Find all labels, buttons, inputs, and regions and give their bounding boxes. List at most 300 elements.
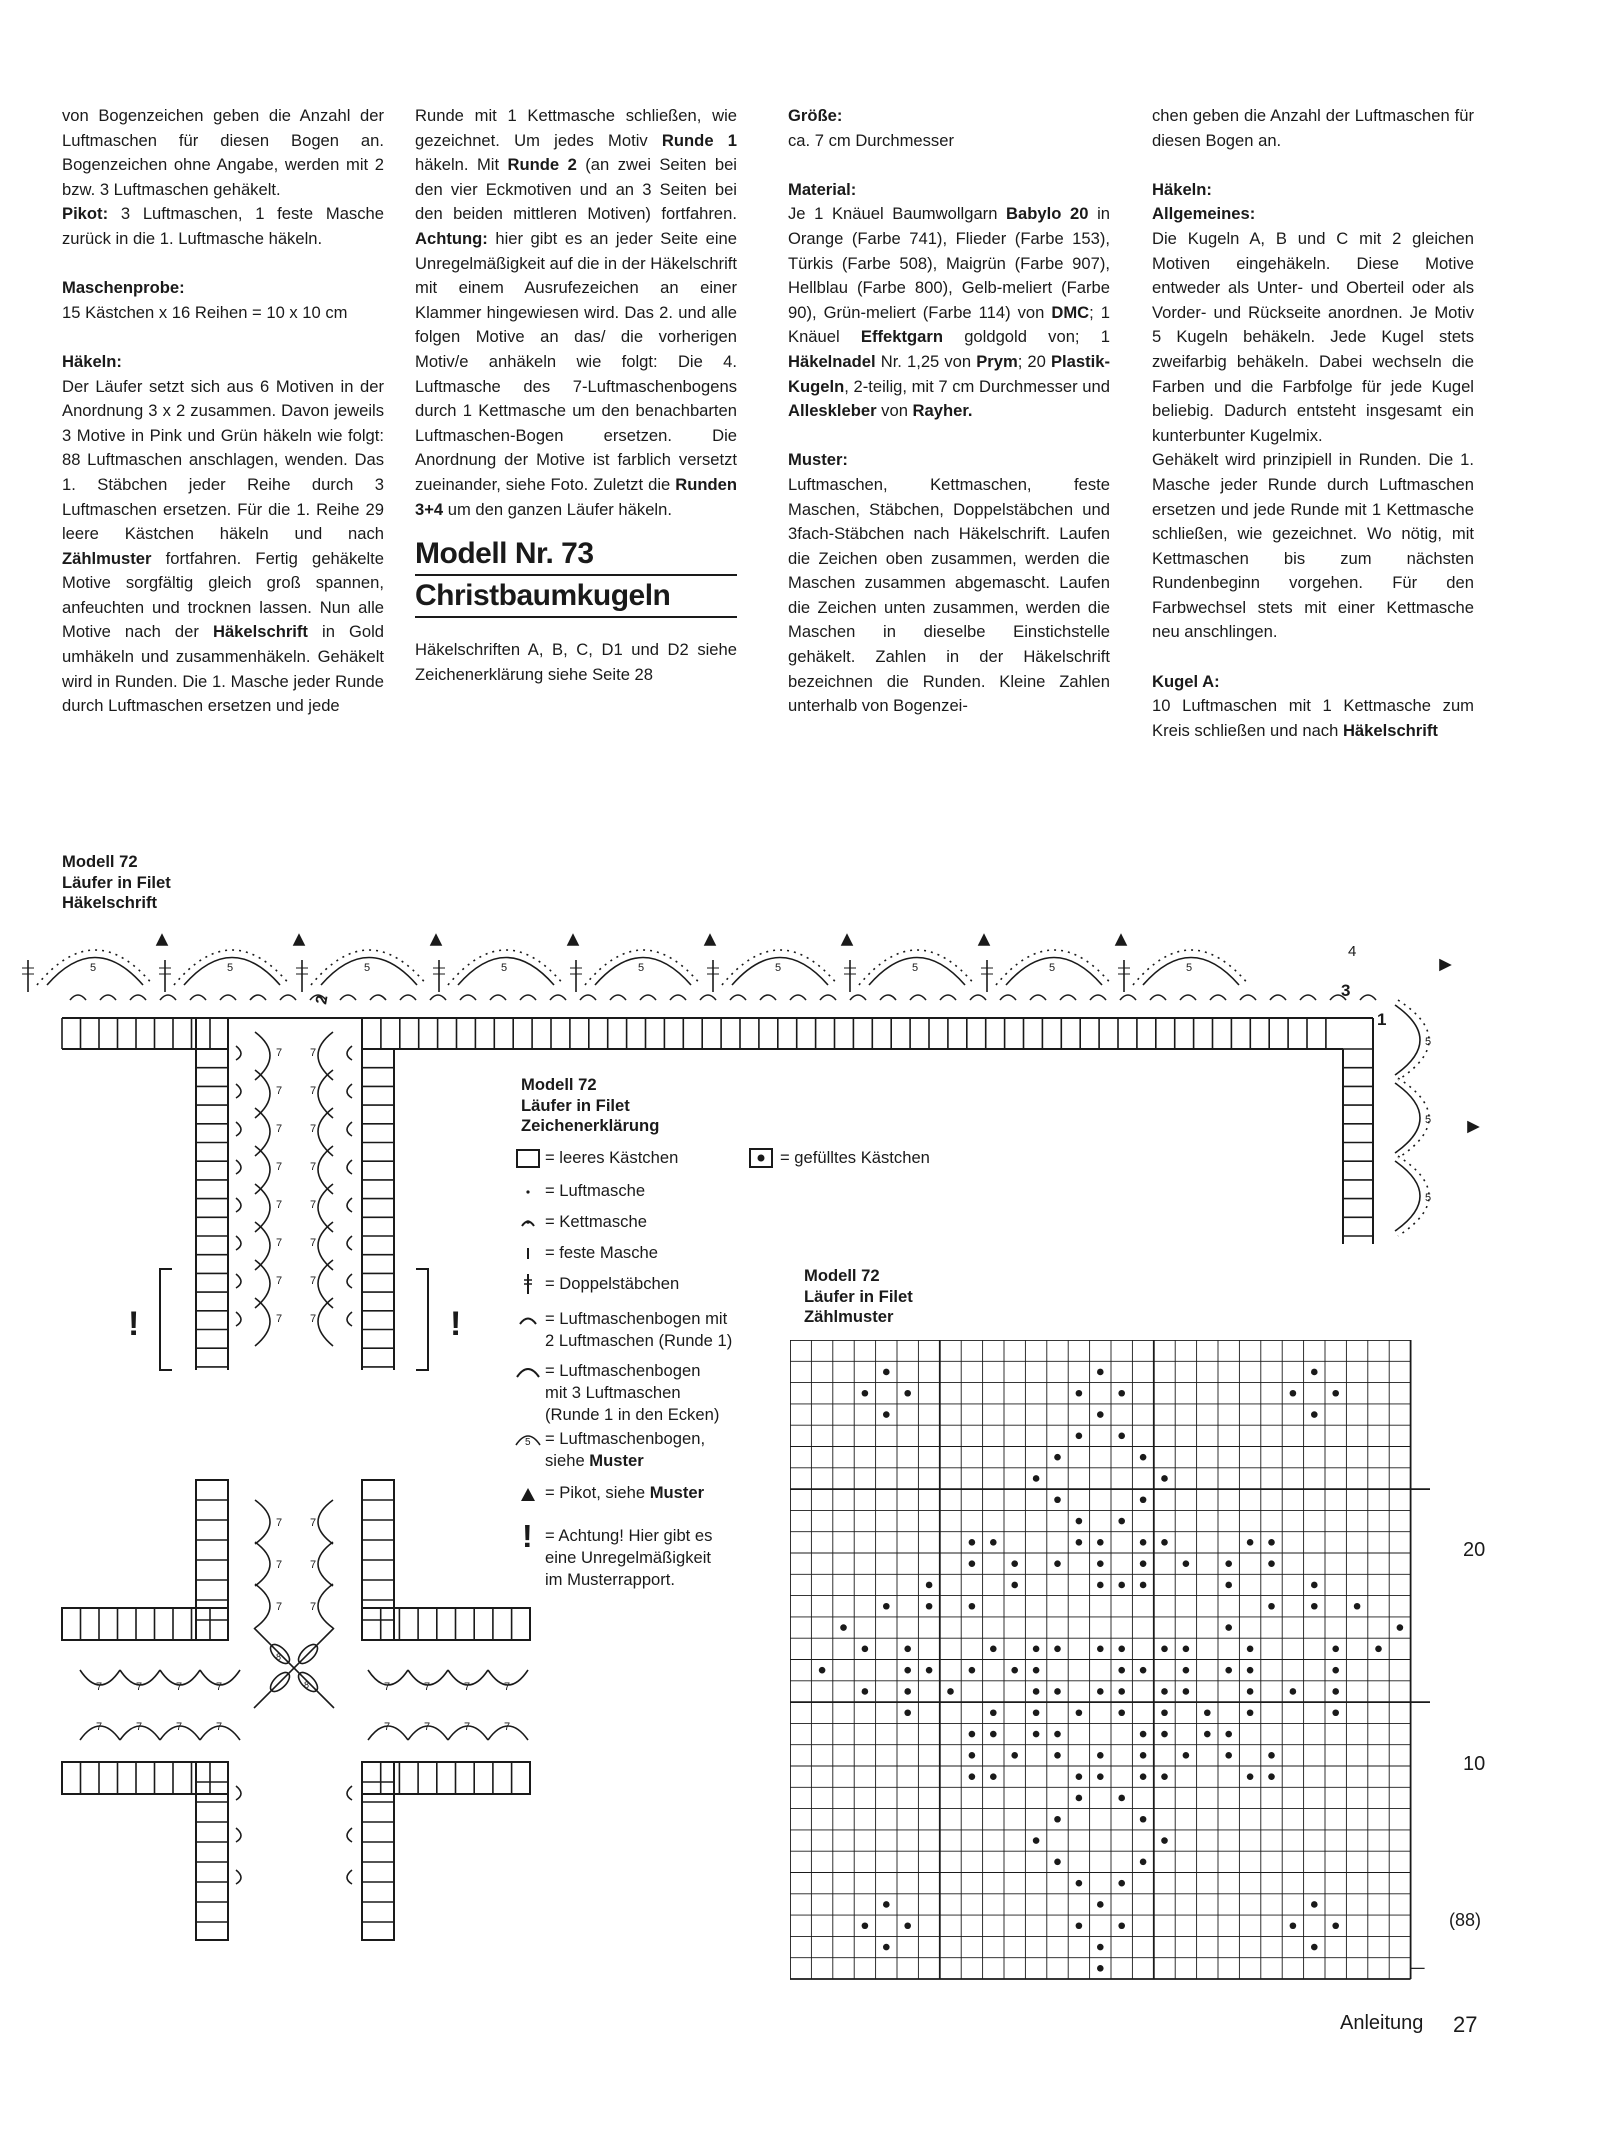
diagram-number: 7 xyxy=(310,1085,317,1097)
filled-cell-dot xyxy=(1140,1582,1147,1589)
filled-cell-dot xyxy=(1076,1922,1083,1929)
filled-cell-dot xyxy=(1247,1539,1254,1546)
diagram-number: 5 xyxy=(227,962,234,974)
bold-term: Plastik-Kugeln xyxy=(788,351,1110,396)
small-arc xyxy=(910,995,926,1000)
bold-term: Runden 3+4 xyxy=(415,474,737,519)
small-arc xyxy=(850,995,866,1000)
page-number: 27 xyxy=(1453,2012,1478,2037)
chain-arc-pattern-icon xyxy=(515,1428,555,1450)
filled-cell-dot xyxy=(1225,1560,1232,1567)
chain-bow xyxy=(347,1828,352,1842)
filled-cell-dot xyxy=(1140,1454,1147,1461)
chain-bow xyxy=(347,1198,352,1212)
text-run: ; 1 Knäuel xyxy=(788,302,1110,347)
warning-mark-left: ! xyxy=(128,1305,140,1343)
legend-item-label: = Luftmaschenbogen mit 3 Luftmaschen (Runde 1 in den Ecken) xyxy=(545,1361,720,1424)
filled-cell-dot xyxy=(1076,1433,1083,1440)
legend-title xyxy=(521,1075,659,1137)
diagram-number: 7 xyxy=(136,1681,143,1693)
chain-bow xyxy=(255,1584,270,1628)
text-run: Gehäkelt wird prinzipiell in Runden. Die 1. Masche jeder Runde durch Luftmaschen ersetzen und jede Runde mit 1 Kettmasche schließen, wie gezeichnet. Wo nötig, mit Kettmaschen bis zum nächsten Rundenbeginn vorgehen. Für den Farbwechsel stets mit einer Kettmasche neu anschlingen. xyxy=(1152,450,1474,642)
small-arc xyxy=(1300,995,1316,1000)
filled-cell-dot xyxy=(1118,1688,1125,1695)
haekelschrift-label-line-1: Modell 72 xyxy=(62,852,138,871)
filled-cell-dot xyxy=(904,1646,911,1653)
legend-item-label: = Luftmaschenbogen mit 2 Luftmaschen (Runde 1) xyxy=(545,1309,733,1350)
filled-cell-dot xyxy=(1311,1582,1318,1589)
mesh-border xyxy=(62,1762,228,1794)
diagram-number: 5 xyxy=(1425,1036,1432,1048)
filled-cell-dot xyxy=(1033,1837,1040,1844)
svg-text:!: ! xyxy=(522,1525,533,1549)
text-run: von Bogenzeichen geben die Anzahl der Luftmaschen für diesen Bogen an. Bogenzeichen ohne Angabe, werden mit 2 bzw. 3 Luftmaschen gehäkelt. xyxy=(62,106,384,199)
filled-cell-dot xyxy=(969,1603,976,1610)
chain-stitch-icon xyxy=(515,1180,555,1202)
filled-cell-dot xyxy=(1332,1688,1339,1695)
filled-cell-dot xyxy=(904,1667,911,1674)
bold-term: Zählmuster xyxy=(62,548,152,568)
diagram-label-round-3: 3 xyxy=(1341,981,1351,1000)
filled-cell-dot xyxy=(1225,1667,1232,1674)
diagram-number: 5 xyxy=(775,962,782,974)
small-arc xyxy=(340,995,356,1000)
zaehlmuster-title xyxy=(804,1266,913,1328)
small-arc xyxy=(820,995,836,1000)
filled-cell-dot xyxy=(1375,1646,1382,1653)
picot-icon xyxy=(515,1482,555,1504)
small-arc xyxy=(190,995,206,1000)
diagram-number: 7 xyxy=(276,1517,283,1529)
filled-cell-dot xyxy=(1097,1752,1104,1759)
diagram-number: 7 xyxy=(276,1601,283,1613)
scallop-arc xyxy=(1395,1083,1420,1153)
section-heading: Kugel A: xyxy=(1152,671,1220,691)
small-arc xyxy=(160,995,176,1000)
filled-cell-dot xyxy=(1204,1709,1211,1716)
modell-73-intro: Häkelschriften A, B, C, D1 und D2 siehe Zeichenerklärung siehe Seite 28 xyxy=(415,640,737,684)
filled-cell-dot xyxy=(1054,1646,1061,1653)
filled-cell-dot xyxy=(1354,1603,1361,1610)
picot-marker xyxy=(842,935,852,945)
filled-cell-dot xyxy=(990,1709,997,1716)
filled-cell-dot xyxy=(883,1369,890,1376)
filled-cell-dot xyxy=(1097,1965,1104,1972)
small-arc xyxy=(760,995,776,1000)
filled-cell-dot xyxy=(1140,1859,1147,1866)
diagram-number: 7 xyxy=(276,1275,283,1287)
filled-cell-dot xyxy=(819,1667,826,1674)
filled-cell-dot xyxy=(862,1390,869,1397)
filled-cell-dot xyxy=(1247,1667,1254,1674)
filled-cell-dot xyxy=(1290,1688,1297,1695)
warning-icon xyxy=(515,1525,555,1547)
chain-bow xyxy=(236,1198,241,1212)
small-arc xyxy=(70,995,86,1000)
legend-item xyxy=(515,1525,712,1591)
diagram-number: 5 xyxy=(1049,962,1056,974)
filled-cell-dot xyxy=(1054,1496,1061,1503)
diagram-number: 7 xyxy=(310,1601,317,1613)
filled-cell-dot xyxy=(1011,1560,1018,1567)
row-label-20: 20 xyxy=(1463,1539,1486,1561)
filled-cell-dot xyxy=(1161,1709,1168,1716)
diagram-number: 7 xyxy=(384,1721,391,1733)
filled-cell-dot xyxy=(1140,1773,1147,1780)
filled-cell-dot xyxy=(1140,1667,1147,1674)
diagram-number: 5 xyxy=(638,962,645,974)
picot-marker xyxy=(294,935,304,945)
filled-cell-dot xyxy=(1332,1922,1339,1929)
filled-cell-dot xyxy=(1311,1901,1318,1908)
small-arc xyxy=(730,995,746,1000)
filled-cell-dot xyxy=(1225,1752,1232,1759)
diagram-number: 7 xyxy=(276,1123,283,1135)
small-arc xyxy=(580,995,596,1000)
filled-cell-dot xyxy=(1268,1773,1275,1780)
modell-73-title-line-2: Christbaumkugeln xyxy=(415,576,737,618)
filled-cell-dot xyxy=(969,1731,976,1738)
filled-cell-dot xyxy=(1033,1731,1040,1738)
filled-cell-dot xyxy=(883,1944,890,1951)
diagram-number: 5 xyxy=(1186,962,1193,974)
filled-cell-dot xyxy=(969,1773,976,1780)
warning-bracket xyxy=(416,1269,428,1370)
filled-cell-dot xyxy=(1118,1709,1125,1716)
filled-cell-dot xyxy=(1247,1773,1254,1780)
filled-cell-dot xyxy=(969,1752,976,1759)
filled-cell-dot xyxy=(1247,1646,1254,1653)
chain-bow xyxy=(318,1584,333,1628)
section-heading: Maschenprobe: xyxy=(62,278,185,298)
legend-item xyxy=(515,1428,705,1472)
filled-cell-dot xyxy=(862,1922,869,1929)
filled-cell-dot xyxy=(1118,1646,1125,1653)
legend-item xyxy=(515,1308,732,1352)
filled-cell-dot xyxy=(1097,1901,1104,1908)
filled-cell-dot xyxy=(904,1688,911,1695)
filled-cell-dot xyxy=(1268,1752,1275,1759)
small-arc xyxy=(1060,995,1076,1000)
bold-term: Effektgarn xyxy=(860,327,943,347)
filled-cell-dot xyxy=(1247,1688,1254,1695)
diagram-number: 7 xyxy=(464,1721,471,1733)
filled-cell-dot xyxy=(883,1901,890,1908)
diagram-number: 7 xyxy=(384,1681,391,1693)
text-run: Runde mit 1 Kettmasche schließen, wie gezeichnet. Um jedes Motiv xyxy=(415,106,737,150)
diagram-number: 7 xyxy=(216,1721,223,1733)
chain-bow xyxy=(255,1542,270,1586)
legend-item-label: = Pikot, siehe Muster xyxy=(545,1483,705,1502)
filled-cell-dot xyxy=(1140,1539,1147,1546)
filled-cell-dot xyxy=(926,1582,933,1589)
small-arc xyxy=(1000,995,1016,1000)
mesh-border xyxy=(362,1762,530,1794)
text-run: Nr. 1,25 von xyxy=(875,351,977,371)
filled-cell-dot xyxy=(1311,1944,1318,1951)
chain-bow xyxy=(236,1084,241,1098)
small-arc xyxy=(640,995,656,1000)
picot-marker xyxy=(568,935,578,945)
filled-cell-dot xyxy=(1118,1922,1125,1929)
zaehlmuster-title-line-1: Modell 72 xyxy=(804,1266,880,1285)
diagram-number: 7 xyxy=(310,1313,317,1325)
mesh-border xyxy=(196,1762,228,1940)
chain-bow xyxy=(255,1500,270,1544)
small-arc xyxy=(460,995,476,1000)
empty-box-icon xyxy=(515,1147,555,1169)
legend-item-label: = Luftmasche xyxy=(545,1181,646,1200)
filled-cell-dot xyxy=(1332,1667,1339,1674)
filled-cell-dot xyxy=(1183,1646,1190,1653)
filled-cell-dot xyxy=(1140,1560,1147,1567)
small-arc xyxy=(1030,995,1046,1000)
picot-marker xyxy=(157,935,167,945)
legend-title-line-2: Läufer in Filet xyxy=(521,1095,630,1115)
filled-cell-dot xyxy=(1097,1646,1104,1653)
legend-item-label: = Kettmasche xyxy=(545,1212,647,1231)
small-arc xyxy=(1150,995,1166,1000)
chain-bow xyxy=(236,1122,241,1136)
small-arc xyxy=(670,995,686,1000)
bold-term: Alleskleber xyxy=(788,401,877,421)
filled-cell-dot xyxy=(1097,1688,1104,1695)
diagram-number: 7 xyxy=(276,1199,283,1211)
filled-cell-dot xyxy=(1097,1773,1104,1780)
section-heading: Größe: xyxy=(788,106,843,125)
chain-bow xyxy=(347,1786,352,1800)
legend-item-filled xyxy=(748,1147,930,1169)
small-arc xyxy=(1360,995,1376,1000)
chain-bow xyxy=(236,1786,241,1800)
haekelschrift-label-line-3: Häkelschrift xyxy=(62,893,157,912)
text-run: (an zwei Seiten bei den vier Eckmotiven und an 3 Seiten bei den beiden mittleren Motiven) fortfahren. xyxy=(415,155,737,224)
diagram-number: 5 xyxy=(501,962,508,974)
chain-bow xyxy=(347,1160,352,1174)
filled-cell-dot xyxy=(1311,1603,1318,1610)
text-run: 3 Luftmaschen, 1 feste Masche zurück in die 1. Luftmasche häkeln. xyxy=(62,204,384,248)
bold-term: Runde 1 xyxy=(661,130,738,150)
diagram-number: 7 xyxy=(136,1721,143,1733)
filled-cell-dot xyxy=(1247,1709,1254,1716)
chain-bow xyxy=(347,1084,352,1098)
filled-cell-dot xyxy=(904,1922,911,1929)
diagram-number: 5 xyxy=(1425,1114,1432,1126)
filled-cell-dot xyxy=(1161,1539,1168,1546)
filled-cell-dot xyxy=(883,1411,890,1418)
bold-term: Häkelschrift xyxy=(1342,720,1438,740)
legend-item xyxy=(515,1360,719,1426)
diagram-label-round-4: 4 xyxy=(1348,943,1357,960)
bold-term: Runde 2 xyxy=(507,155,577,175)
diagram-number: 7 xyxy=(276,1161,283,1173)
chain-bow xyxy=(347,1236,352,1250)
small-arc xyxy=(1210,995,1226,1000)
diagram-number: 7 xyxy=(424,1681,431,1693)
text-run: in Orange (Farbe 741), Flieder (Farbe 153), Türkis (Farbe 508), Maigrün (Farbe 907), Hellblau (Farbe 800), Gelb-meliert (Farbe 90), Grün-meliert (Farbe 114) von xyxy=(788,204,1110,322)
filled-cell-dot xyxy=(1118,1582,1125,1589)
small-arc xyxy=(490,995,506,1000)
text-run: fortfahren. Fertig gehäkelte Motive sorgfältig gleich groß spannen, anfeuchten und trocknen lassen. Nun alle Motive nach der xyxy=(62,548,384,642)
small-arc xyxy=(550,995,566,1000)
filled-cell-dot xyxy=(1183,1667,1190,1674)
diagram-number: 8 xyxy=(276,1652,282,1662)
diagram-number: 7 xyxy=(310,1559,317,1571)
filled-cell-dot xyxy=(1076,1709,1083,1716)
chain-bow xyxy=(347,1312,352,1326)
chain-bow xyxy=(236,1274,241,1288)
modell-73-title-line-1: Modell Nr. 73 xyxy=(415,534,737,576)
filled-cell-dot xyxy=(990,1731,997,1738)
text-run: Der Läufer setzt sich aus 6 Motiven in der Anordnung 3 x 2 zusammen. Davon jeweils 3 Motive in Pink und Grün häkeln wie folgt: 88 Luftmaschen anschlagen, wenden. Das 1. Stäbchen jeder Reihe durch 3 Luftmaschen ersetzen. Für die 1. Reihe 29 leere Kästchen häkeln und nach xyxy=(62,376,384,544)
diagram-number: 7 xyxy=(276,1047,283,1059)
filled-cell-dot xyxy=(1054,1752,1061,1759)
filled-cell-dot xyxy=(1054,1688,1061,1695)
legend-item xyxy=(515,1147,678,1169)
filled-cell-dot xyxy=(904,1709,911,1716)
legend-item-filled-label: = gefülltes Kästchen xyxy=(780,1148,930,1167)
small-arc xyxy=(940,995,956,1000)
filled-cell-dot xyxy=(1097,1582,1104,1589)
legend-item xyxy=(515,1482,704,1504)
filled-cell-dot xyxy=(1204,1731,1211,1738)
diagram-number: 7 xyxy=(310,1237,317,1249)
small-arc xyxy=(1120,995,1136,1000)
slip-stitch-icon xyxy=(515,1211,555,1233)
scallop-arc xyxy=(1395,1161,1420,1231)
diagram-number: 7 xyxy=(504,1681,511,1693)
legend-item xyxy=(515,1242,658,1264)
diagram-number: 7 xyxy=(464,1681,471,1693)
filled-cell-dot xyxy=(1118,1667,1125,1674)
filled-cell-dot xyxy=(1183,1560,1190,1567)
diagram-number: 7 xyxy=(276,1237,283,1249)
small-arc xyxy=(1270,995,1286,1000)
legend-item xyxy=(515,1180,645,1202)
filled-cell-dot xyxy=(883,1603,890,1610)
chain-bow xyxy=(236,1046,241,1060)
diagram-number: 7 xyxy=(424,1721,431,1733)
filled-cell-dot xyxy=(1225,1582,1232,1589)
small-arc xyxy=(250,995,266,1000)
zaehlmuster-title-line-3: Zählmuster xyxy=(804,1307,894,1326)
text-run: von xyxy=(876,401,913,421)
picot-marker xyxy=(1468,1122,1478,1132)
filled-cell-dot xyxy=(1225,1624,1232,1631)
diagram-number: 7 xyxy=(310,1047,317,1059)
diagram-label-round-2: 2 xyxy=(313,993,332,1006)
diagram-number: 7 xyxy=(310,1517,317,1529)
filled-cell-dot xyxy=(1033,1688,1040,1695)
small-arc xyxy=(100,995,116,1000)
single-crochet-icon xyxy=(515,1242,555,1264)
mesh-border xyxy=(362,1608,530,1640)
filled-cell-dot xyxy=(1054,1454,1061,1461)
filled-cell-dot xyxy=(1140,1816,1147,1823)
filled-cell-dot xyxy=(926,1667,933,1674)
filled-cell-dot xyxy=(1118,1880,1125,1887)
chain-bow xyxy=(236,1828,241,1842)
filled-cell-dot xyxy=(862,1646,869,1653)
filled-cell-dot xyxy=(926,1603,933,1610)
filled-cell-dot xyxy=(1183,1688,1190,1695)
chain-arc-2-icon xyxy=(515,1308,555,1330)
filled-cell-dot xyxy=(990,1773,997,1780)
filled-cell-dot xyxy=(862,1688,869,1695)
chain-bow xyxy=(318,1500,333,1544)
warning-bracket xyxy=(160,1269,172,1370)
legend-item xyxy=(515,1273,679,1295)
text-run: hier gibt es an jeder Seite eine Unregelmäßigkeit auf die in der Häkelschrift mit einem Ausrufezeichen an einer Klammer hingewiesen wird. Das 2. und alle folgen Motive an das/ die vorherigen Motiv/e anhäkeln wie folgt: Die 4. Luftmasche des 7-Luftmaschenbogens durch 1 Kettmasche um den benachbarten Luftmaschen-Bogen ersetzen. Die Anordnung der Motive ist farblich versetzt zueinander, siehe Foto. Zuletzt die xyxy=(415,228,737,494)
chain-bow xyxy=(236,1160,241,1174)
section-heading: Häkeln: xyxy=(62,351,122,371)
filled-cell-dot xyxy=(1033,1646,1040,1653)
filled-cell-dot xyxy=(1054,1731,1061,1738)
chain-bow xyxy=(347,1046,352,1060)
diagram-number: 5 xyxy=(364,962,371,974)
diagram-number: 7 xyxy=(310,1199,317,1211)
picot-marker xyxy=(1440,960,1450,970)
small-arc xyxy=(1090,995,1106,1000)
bold-term: DMC xyxy=(1051,302,1090,322)
small-arc xyxy=(520,995,536,1000)
small-arc xyxy=(220,995,236,1000)
filled-cell-dot xyxy=(1290,1922,1297,1929)
filled-box-icon xyxy=(748,1147,788,1169)
legend-item-label: = Luftmaschenbogen, siehe Muster xyxy=(545,1429,706,1470)
filled-cell-dot xyxy=(1311,1411,1318,1418)
bold-term: Achtung: xyxy=(415,228,488,248)
small-arc xyxy=(880,995,896,1000)
zaehlmuster-title-line-2: Läufer in Filet xyxy=(804,1286,913,1306)
small-arc xyxy=(1180,995,1196,1000)
filled-cell-dot xyxy=(1097,1539,1104,1546)
text-run: um den ganzen Läufer häkeln. xyxy=(443,499,672,519)
text-run: ; 20 xyxy=(1017,351,1051,371)
mesh-border xyxy=(362,1762,394,1940)
diagram-number: 8 xyxy=(304,1680,310,1690)
chain-bow xyxy=(236,1236,241,1250)
bold-term: Häkelschrift xyxy=(212,622,308,642)
text-run: in Gold umhäkeln und zusammenhäkeln. Gehäkelt wird in Runden. Die 1. Masche jeder Runde durch Luftmaschen ersetzen und jede xyxy=(62,622,385,716)
filled-cell-dot xyxy=(1161,1731,1168,1738)
diagram-number: 5 xyxy=(912,962,919,974)
bold-term: Prym xyxy=(976,351,1018,371)
diagram-number: 7 xyxy=(310,1123,317,1135)
filled-cell-dot xyxy=(1161,1646,1168,1653)
filled-cell-dot xyxy=(1161,1837,1168,1844)
filled-cell-dot xyxy=(1076,1795,1083,1802)
warning-mark-right: ! xyxy=(450,1305,462,1343)
small-arc xyxy=(400,995,416,1000)
filled-cell-dot xyxy=(1118,1795,1125,1802)
svg-text:5: 5 xyxy=(525,1437,531,1448)
legend-title-line-3: Zeichenerklärung xyxy=(521,1116,660,1135)
filled-cell-dot xyxy=(969,1539,976,1546)
filled-cell-dot xyxy=(1054,1859,1061,1866)
legend-item xyxy=(515,1211,647,1233)
diagram-number: 5 xyxy=(1425,1192,1432,1204)
diagram-number: 7 xyxy=(96,1721,103,1733)
diagram-number: 7 xyxy=(216,1681,223,1693)
filled-cell-dot xyxy=(1332,1646,1339,1653)
filled-cell-dot xyxy=(1290,1390,1297,1397)
filled-cell-dot xyxy=(1033,1667,1040,1674)
filled-cell-dot xyxy=(1054,1560,1061,1567)
diagram-number: 5 xyxy=(90,962,97,974)
legend-title-line-1: Modell 72 xyxy=(521,1075,597,1094)
filled-cell-dot xyxy=(1033,1475,1040,1482)
